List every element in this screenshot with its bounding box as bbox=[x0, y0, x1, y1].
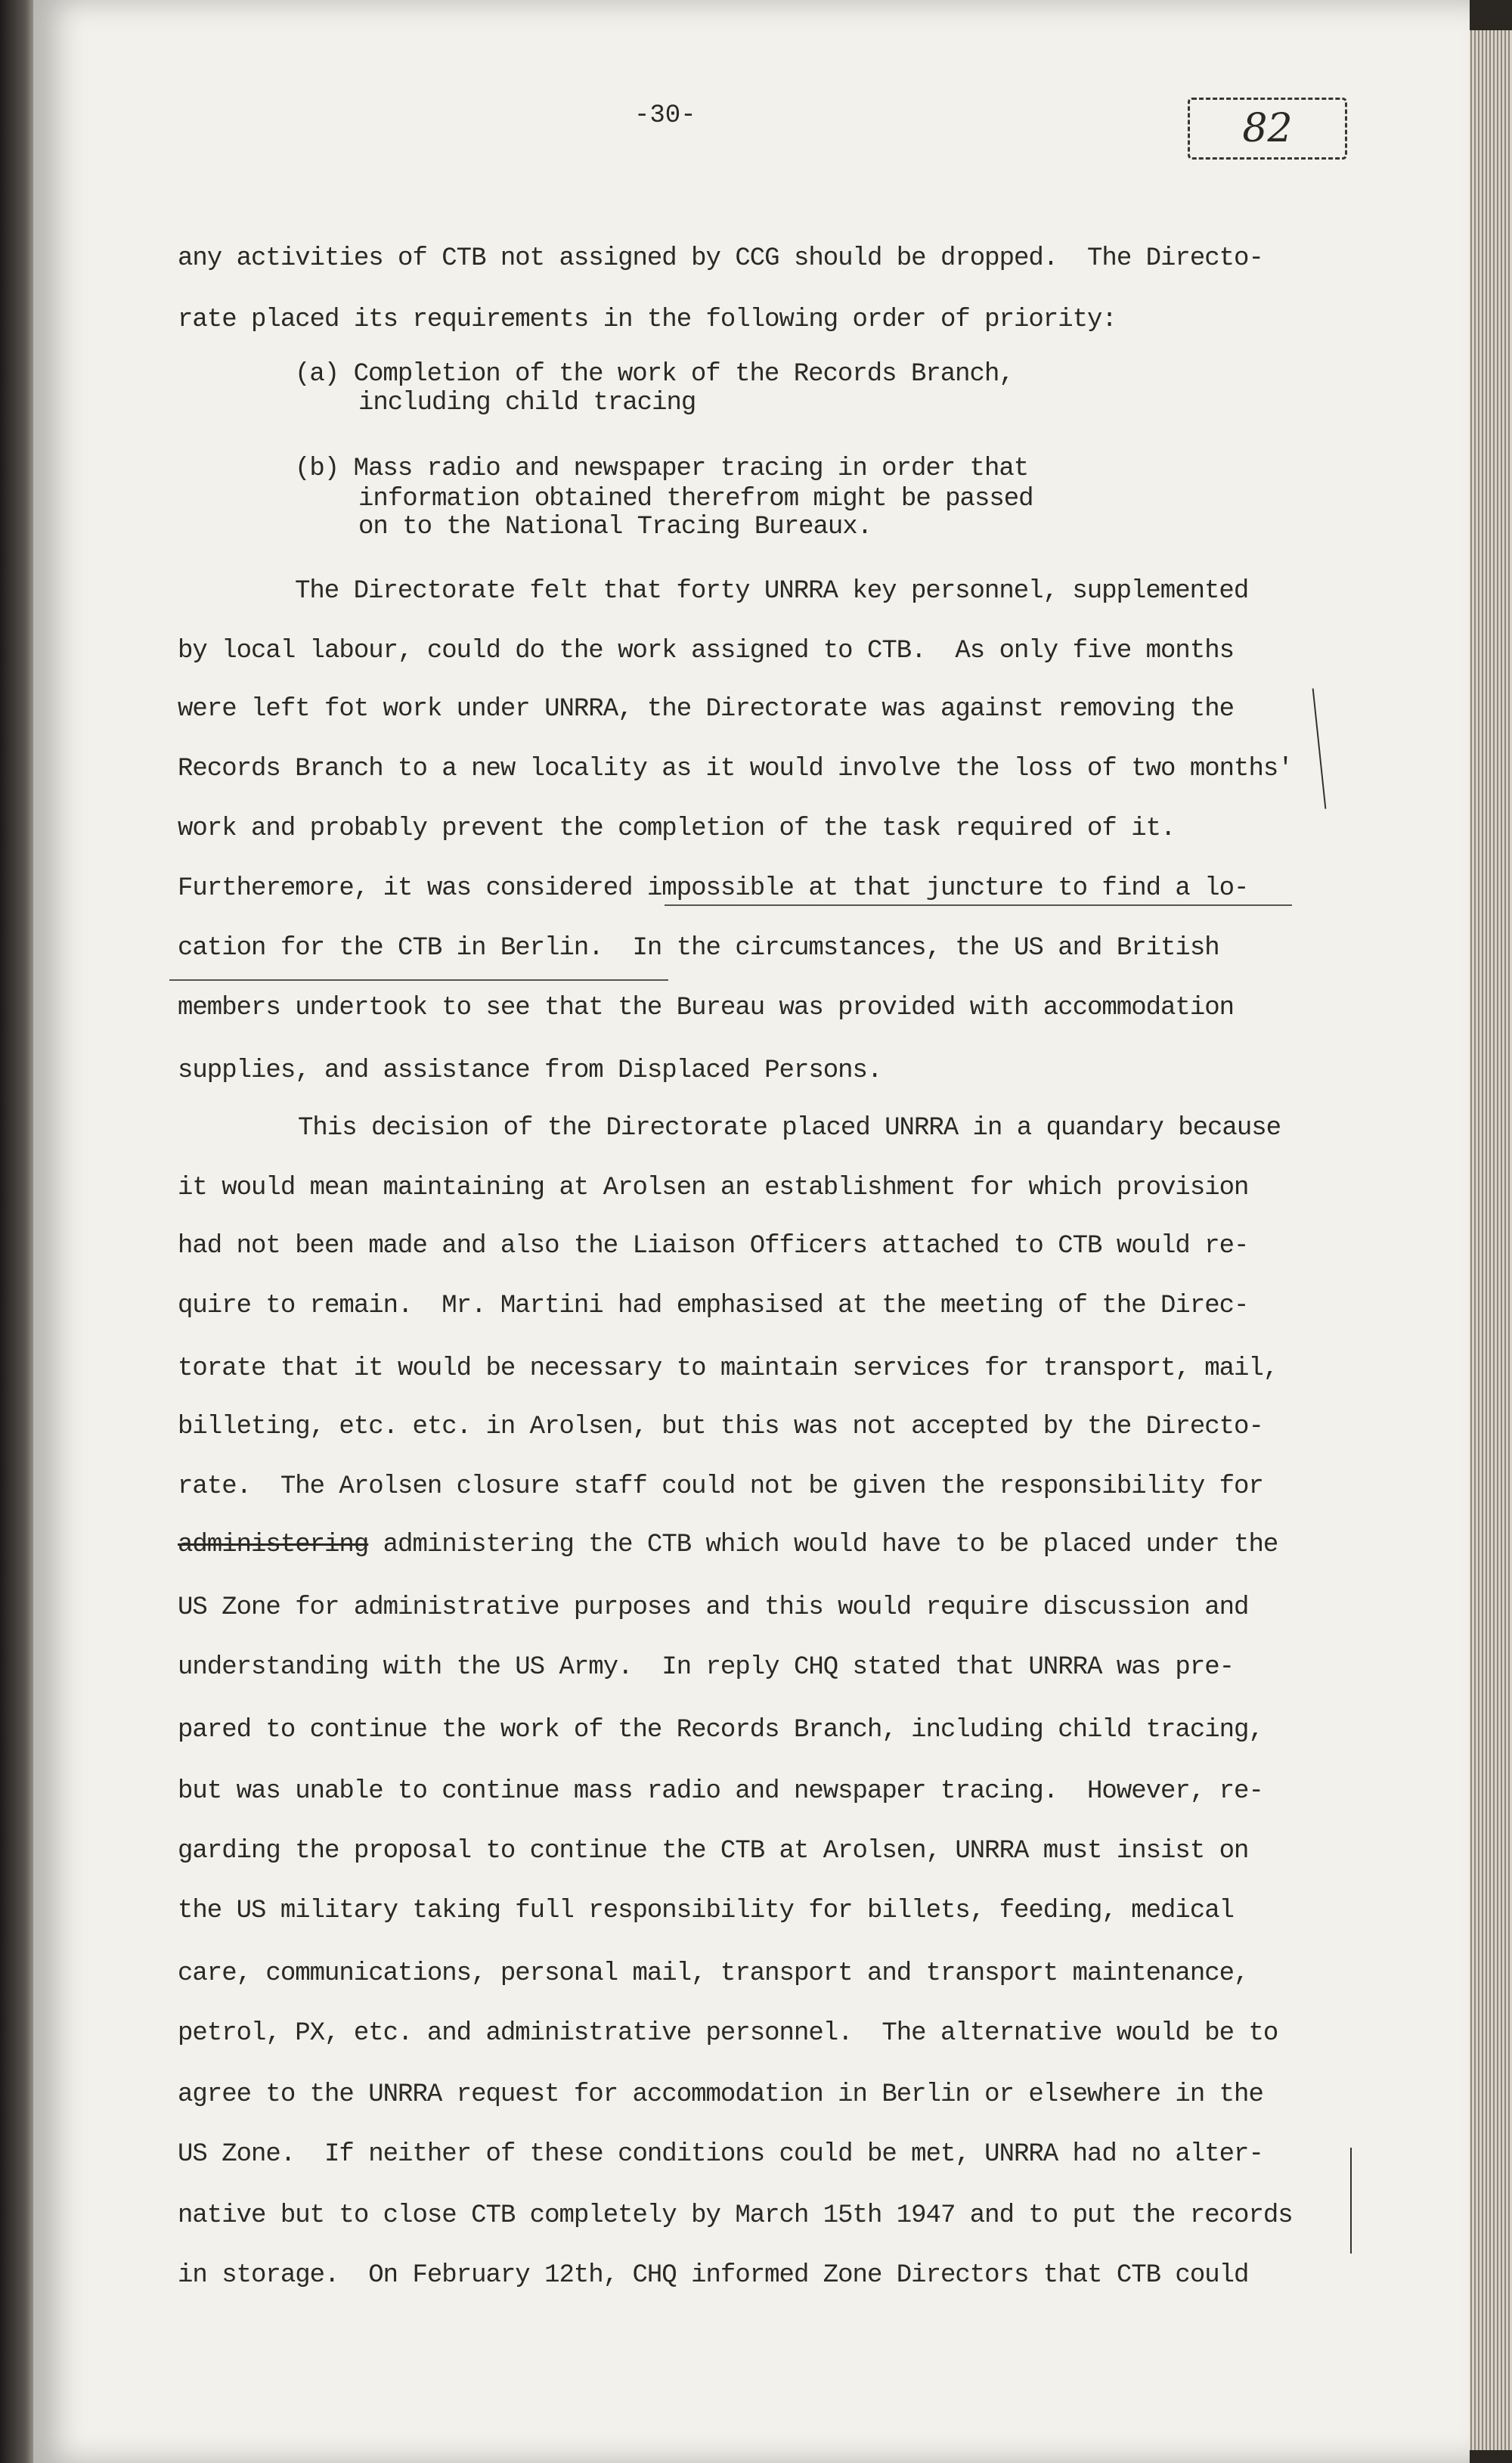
text-line: agree to the UNRRA request for accommodation in Berlin or elsewhere in the bbox=[178, 2080, 1263, 2109]
text-line: care, communications, personal mail, transport and transport maintenance, bbox=[178, 1959, 1249, 1988]
page-number: -30- bbox=[634, 101, 696, 130]
text-line: pared to continue the work of the Records Branch, including child tracing, bbox=[178, 1716, 1263, 1745]
text-line: members undertook to see that the Bureau was provided with accommodation bbox=[178, 994, 1235, 1022]
margin-mark bbox=[1350, 2148, 1352, 2254]
text-line: torate that it would be necessary to maintain services for transport, mail, bbox=[178, 1354, 1278, 1383]
text-line: were left fot work under UNRRA, the Directorate was against removing the bbox=[178, 695, 1235, 724]
text-line: billeting, etc. etc. in Arolsen, but this was not accepted by the Directo- bbox=[178, 1413, 1263, 1441]
text-line: US Zone for administrative purposes and this would require discussion and bbox=[178, 1593, 1249, 1622]
text-line: garding the proposal to continue the CTB at Arolsen, UNRRA must insist on bbox=[178, 1837, 1249, 1866]
margin-mark bbox=[1312, 688, 1327, 808]
pencil-underline bbox=[169, 979, 668, 981]
stamp-number: 82 bbox=[1242, 106, 1293, 151]
list-item-a-cont: including child tracing bbox=[358, 389, 696, 417]
text-line: petrol, PX, etc. and administrative personnel. The alternative would be to bbox=[178, 2019, 1278, 2048]
text-line: The Directorate felt that forty UNRRA key personnel, supplemented bbox=[295, 577, 1249, 606]
text-line: work and probably prevent the completion of the task required of it. bbox=[178, 814, 1176, 843]
list-item-b: (b) Mass radio and newspaper tracing in order that bbox=[295, 454, 1029, 483]
text-line: understanding with the US Army. In reply CHQ stated that UNRRA was pre- bbox=[178, 1653, 1235, 1682]
text-line: rate placed its requirements in the following order of priority: bbox=[178, 306, 1117, 334]
list-item-b-cont: on to the National Tracing Bureaux. bbox=[358, 513, 872, 541]
text-line: in storage. On February 12th, CHQ informed Zone Directors that CTB could bbox=[178, 2261, 1249, 2290]
text-line: This decision of the Directorate placed UNRRA in a quandary because bbox=[298, 1114, 1281, 1143]
text-line: any activities of CTB not assigned by CCG should be dropped. The Directo- bbox=[178, 244, 1263, 273]
pencil-underline bbox=[665, 904, 1292, 906]
text-line: it would mean maintaining at Arolsen an establishment for which provision bbox=[178, 1174, 1249, 1202]
text-line: quire to remain. Mr. Martini had emphasised at the meeting of the Direc- bbox=[178, 1292, 1249, 1320]
text-line: cation for the CTB in Berlin. In the circumstances, the US and British bbox=[178, 934, 1219, 963]
text-line: the US military taking full responsibility for billets, feeding, medical bbox=[178, 1897, 1235, 1925]
archive-stamp bbox=[1188, 98, 1347, 160]
text-line: Records Branch to a new locality as it would involve the loss of two months' bbox=[178, 755, 1293, 783]
text-line: by local labour, could do the work assigned to CTB. As only five months bbox=[178, 637, 1235, 665]
page-edges bbox=[1468, 30, 1512, 2450]
text-line: Furtheremore, it was considered impossible at that juncture to find a lo- bbox=[178, 874, 1249, 903]
text-line: had not been made and also the Liaison Officers attached to CTB would re- bbox=[178, 1232, 1249, 1261]
book-binding bbox=[0, 0, 36, 2463]
struck-word: administering bbox=[178, 1531, 369, 1559]
document-page bbox=[33, 0, 1470, 2463]
list-item-b-cont: information obtained therefrom might be passed bbox=[358, 485, 1033, 513]
text-line-with-correction bbox=[178, 1531, 1278, 1559]
text-line: rate. The Arolsen closure staff could not be given the responsibility for bbox=[178, 1472, 1263, 1501]
list-item-a: (a) Completion of the work of the Records Branch, bbox=[295, 360, 1014, 389]
text-line: administering the CTB which would have to be placed under the bbox=[383, 1531, 1278, 1559]
text-line: supplies, and assistance from Displaced Persons. bbox=[178, 1056, 882, 1085]
text-line: US Zone. If neither of these conditions could be met, UNRRA had no alter- bbox=[178, 2140, 1263, 2169]
text-line: native but to close CTB completely by March 15th 1947 and to put the records bbox=[178, 2201, 1293, 2230]
text-line: but was unable to continue mass radio and newspaper tracing. However, re- bbox=[178, 1777, 1263, 1806]
